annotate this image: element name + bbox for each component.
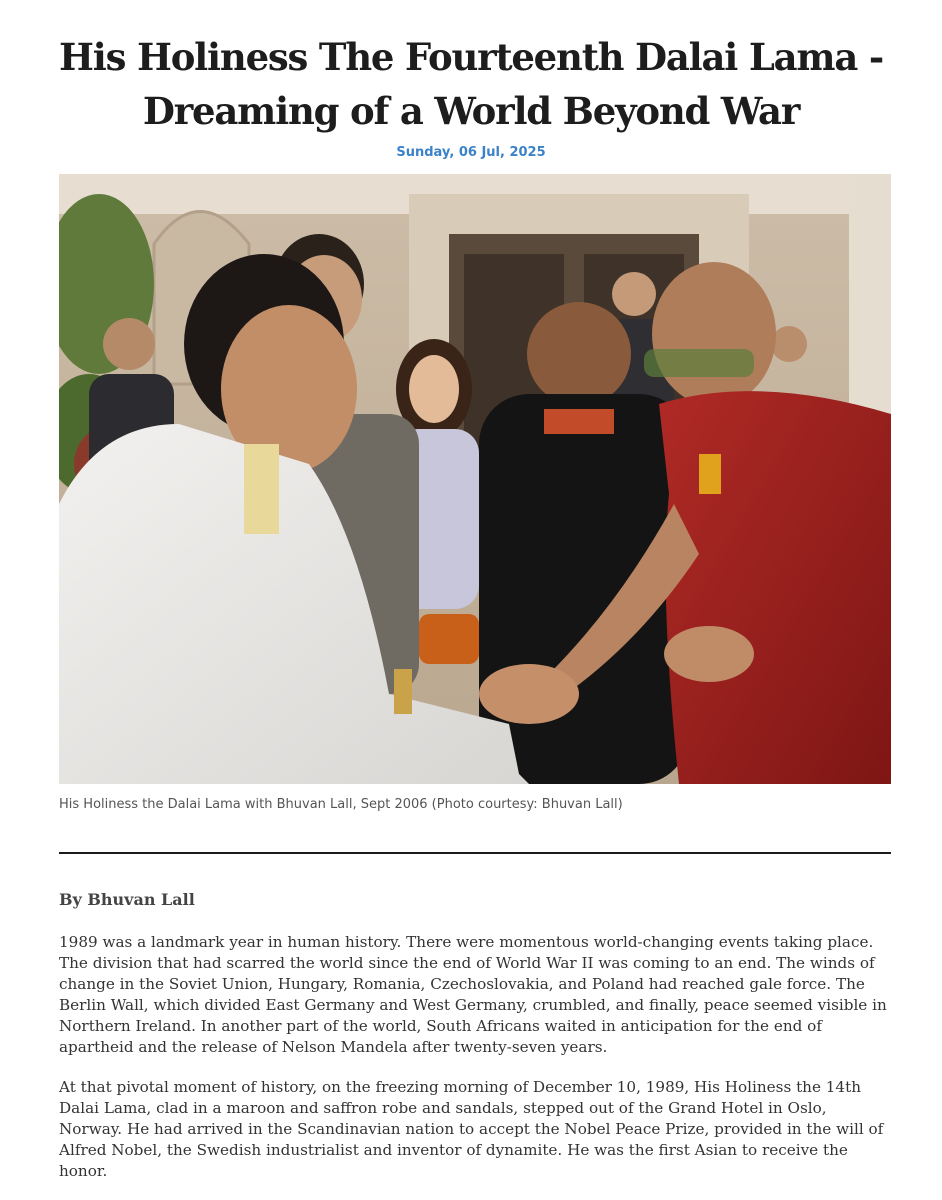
article-paragraph-1: 1989 was a landmark year in human history. There were momentous world-changing events taking place. The division that had scarred the world since the end of World War II was coming to an end. The winds of change in the Soviet Union, Hungary, Romania, Czechoslovakia, and Poland had reached gale force. The Berlin Wall, which divided East Germany and West Germany, crumbled, and finally, peace seemed visible in Northern Ireland. In another part of the world, South Africans waited in anticipation for the end of apartheid and the release of Nelson Mandela after twenty-seven years. [59,933,887,1056]
article-byline: By Bhuvan Lall [59,890,195,909]
article-paragraph-2: At that pivotal moment of history, on the freezing morning of December 10, 1989, His Holiness the 14th Dalai Lama, clad in a maroon and saffron robe and sandals, stepped out of the Grand Hotel in Oslo, Norway. He had arrived in the Scandinavian nation to accept the Nobel Peace Prize, provided in the will of Alfred Nobel, the Swedish industrialist and inventor of dynamite. He was the first Asian to receive the honor. [59,1078,884,1180]
article-date: Sunday, 06 Jul, 2025 [396,145,546,160]
photo-illustration [59,174,891,784]
article-title: His Holiness The Fourteenth Dalai Lama - Dreaming of a World Beyond War [59,35,883,133]
photo-caption: His Holiness the Dalai Lama with Bhuvan Lall, Sept 2006 (Photo courtesy: Bhuvan Lall) [59,797,623,812]
article-photo [59,174,891,784]
section-divider [59,852,891,854]
